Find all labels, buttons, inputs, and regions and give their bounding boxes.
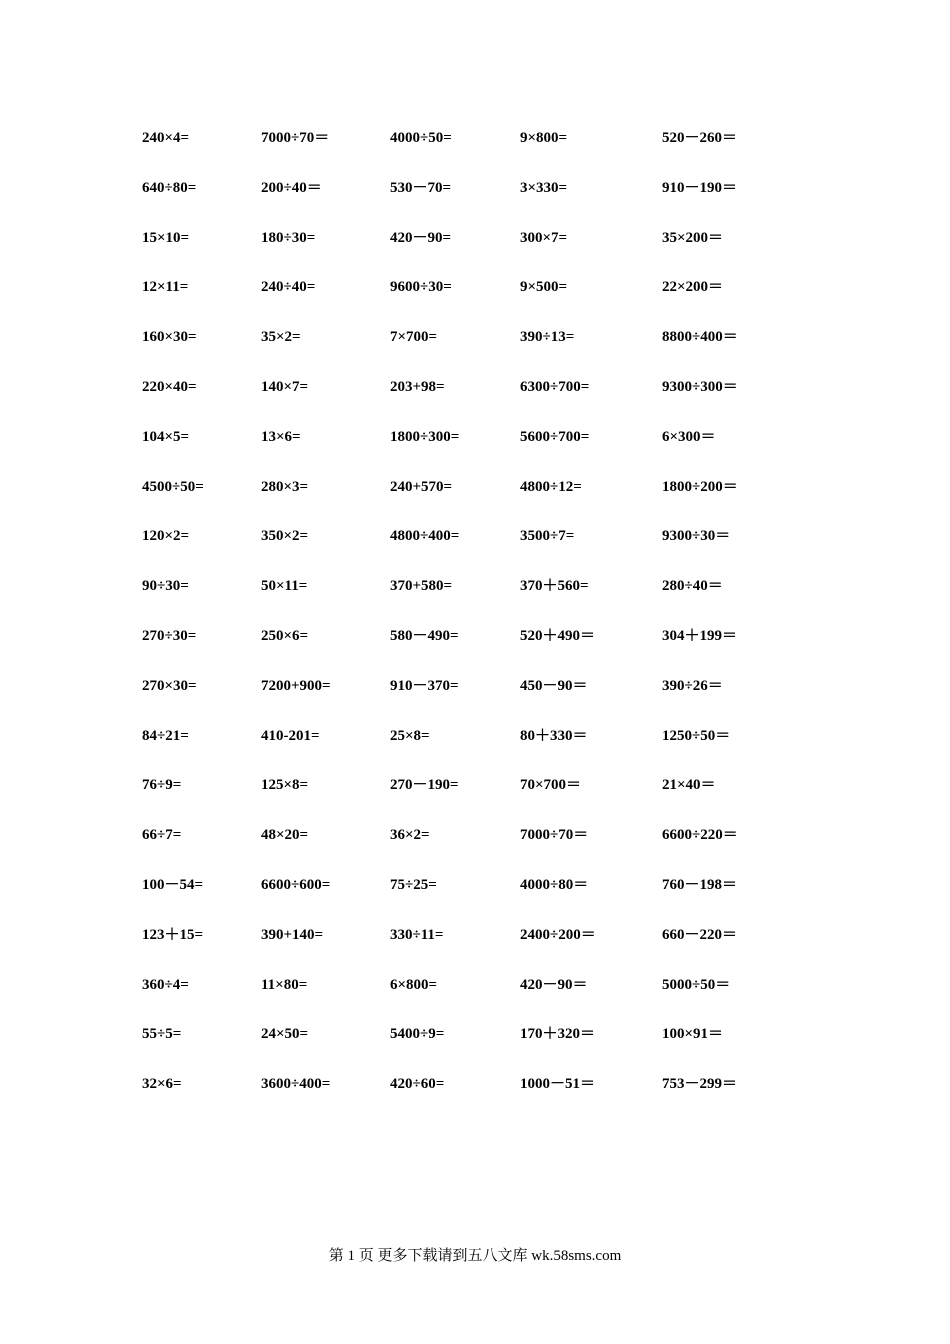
problem-cell: 3600÷400= [261, 1076, 331, 1093]
problem-cell: 180÷30= [261, 229, 316, 246]
problem-cell: 240×4= [142, 130, 190, 146]
problem-cell: 76÷9= [142, 777, 182, 794]
problem-cell: 100×91＝ [662, 1026, 724, 1043]
problem-cell: 390+140= [261, 926, 324, 943]
problem-row [0, 823, 950, 847]
problem-cell: 1250÷50＝ [662, 727, 731, 744]
problem-cell: 220×40= [142, 379, 197, 395]
problem-cell: 420－90＝ [520, 976, 588, 993]
problem-row [0, 275, 950, 299]
problem-cell: 410-201= [261, 727, 320, 744]
problem-cell: 660－220＝ [662, 926, 738, 943]
problem-row [0, 1072, 950, 1096]
problem-cell: 8800÷400＝ [662, 329, 738, 346]
problem-cell: 760－198＝ [662, 877, 738, 893]
problem-cell: 5400÷9= [390, 1026, 445, 1043]
problem-cell: 4000÷80＝ [520, 877, 589, 893]
problem-cell: 104×5= [142, 428, 190, 445]
problem-cell: 6600÷600= [261, 877, 331, 893]
problem-cell: 7×700= [390, 329, 438, 346]
problem-cell: 370+580= [390, 578, 453, 595]
problem-cell: 1000－51＝ [520, 1076, 596, 1093]
problem-row [0, 574, 950, 598]
problem-cell: 270－190= [390, 777, 459, 794]
problem-cell: 9300÷300＝ [662, 379, 738, 395]
problem-cell: 120×2= [142, 528, 190, 545]
problem-cell: 4000÷50= [390, 130, 452, 146]
problem-cell: 11×80= [261, 976, 308, 993]
problem-cell: 360÷4= [142, 976, 189, 993]
problem-cell: 9600÷30= [390, 279, 452, 296]
problem-cell: 7200+900= [261, 677, 331, 694]
problem-cell: 6×300＝ [662, 428, 716, 445]
problem-cell: 240+570= [390, 478, 453, 495]
problem-cell: 160×30= [142, 329, 197, 346]
problem-cell: 50×11= [261, 578, 308, 595]
problem-cell: 35×2= [261, 329, 301, 346]
problem-cell: 9×800= [520, 130, 568, 146]
problem-cell: 9×500= [520, 279, 568, 296]
problem-cell: 80＋330＝ [520, 727, 588, 744]
problem-row [0, 773, 950, 797]
problem-row [0, 923, 950, 947]
problem-cell: 24×50= [261, 1026, 309, 1043]
problem-cell: 520＋490＝ [520, 628, 596, 644]
problem-row [0, 375, 950, 399]
problem-cell: 21×40＝ [662, 777, 716, 794]
problem-cell: 530－70= [390, 179, 452, 196]
problem-cell: 35×200＝ [662, 229, 724, 246]
problem-row [0, 1022, 950, 1046]
problem-cell: 5600÷700= [520, 428, 590, 445]
problem-cell: 6600÷220＝ [662, 827, 738, 844]
problem-cell: 203+98= [390, 379, 445, 395]
problem-cell: 390÷26＝ [662, 677, 723, 694]
problem-cell: 270÷30= [142, 628, 197, 644]
problem-cell: 420÷60= [390, 1076, 445, 1093]
problem-cell: 910－190＝ [662, 179, 738, 196]
problem-cell: 4500÷50= [142, 478, 204, 495]
problem-cell: 350×2= [261, 528, 309, 545]
problem-row [0, 425, 950, 449]
problem-cell: 300×7= [520, 229, 568, 246]
problem-cell: 140×7= [261, 379, 309, 395]
problem-cell: 280÷40＝ [662, 578, 723, 595]
problem-cell: 66÷7= [142, 827, 182, 844]
page-footer: 第 1 页 更多下载请到五八文库 wk.58sms.com [328, 1248, 622, 1264]
problem-cell: 3500÷7= [520, 528, 575, 545]
problem-row [0, 226, 950, 250]
problem-cell: 1800÷300= [390, 428, 460, 445]
problem-cell: 36×2= [390, 827, 430, 844]
problem-cell: 123＋15= [142, 926, 204, 943]
problem-cell: 250×6= [261, 628, 309, 644]
problem-cell: 70×700＝ [520, 777, 582, 794]
problem-cell: 6×800= [390, 976, 438, 993]
problem-cell: 450－90＝ [520, 677, 588, 694]
problem-cell: 580－490= [390, 628, 459, 644]
problem-cell: 910－370= [390, 677, 459, 694]
problem-cell: 1800÷200＝ [662, 478, 738, 495]
problem-cell: 3×330= [520, 179, 568, 196]
problem-cell: 420－90= [390, 229, 452, 246]
problem-cell: 6300÷700= [520, 379, 590, 395]
problem-cell: 270×30= [142, 677, 197, 694]
problem-row [0, 973, 950, 997]
problem-cell: 304＋199＝ [662, 628, 738, 644]
problem-row [0, 624, 950, 648]
problem-cell: 22×200＝ [662, 279, 724, 296]
problem-row [0, 475, 950, 499]
problem-cell: 2400÷200＝ [520, 926, 596, 943]
problem-cell: 330÷11= [390, 926, 444, 943]
problem-cell: 15×10= [142, 229, 190, 246]
problem-row [0, 176, 950, 200]
problem-cell: 240÷40= [261, 279, 316, 296]
problem-cell: 7000÷70＝ [520, 827, 589, 844]
problem-cell: 5000÷50＝ [662, 976, 731, 993]
problem-cell: 280×3= [261, 478, 309, 495]
problem-cell: 390÷13= [520, 329, 575, 346]
problem-cell: 170＋320＝ [520, 1026, 596, 1043]
problem-cell: 13×6= [261, 428, 301, 445]
problem-cell: 4800÷12= [520, 478, 582, 495]
problem-cell: 520－260＝ [662, 130, 738, 146]
problem-cell: 84÷21= [142, 727, 189, 744]
problem-cell: 90÷30= [142, 578, 189, 595]
problem-row [0, 674, 950, 698]
problem-cell: 753－299＝ [662, 1076, 738, 1093]
problem-row [0, 524, 950, 548]
problem-cell: 100－54= [142, 877, 204, 893]
problem-cell: 4800÷400= [390, 528, 460, 545]
problem-cell: 48×20= [261, 827, 309, 844]
problem-cell: 25×8= [390, 727, 430, 744]
problem-cell: 125×8= [261, 777, 309, 794]
problem-row [0, 724, 950, 748]
problem-cell: 12×11= [142, 279, 189, 296]
problem-cell: 55÷5= [142, 1026, 182, 1043]
problem-row [0, 126, 950, 150]
problem-row [0, 873, 950, 897]
problem-cell: 32×6= [142, 1076, 182, 1093]
problem-cell: 9300÷30＝ [662, 528, 731, 545]
problem-cell: 75÷25= [390, 877, 437, 893]
problem-cell: 370＋560= [520, 578, 589, 595]
problem-row [0, 325, 950, 349]
problem-cell: 640÷80= [142, 179, 197, 196]
problem-cell: 200÷40＝ [261, 179, 322, 196]
problem-cell: 7000÷70＝ [261, 130, 330, 146]
